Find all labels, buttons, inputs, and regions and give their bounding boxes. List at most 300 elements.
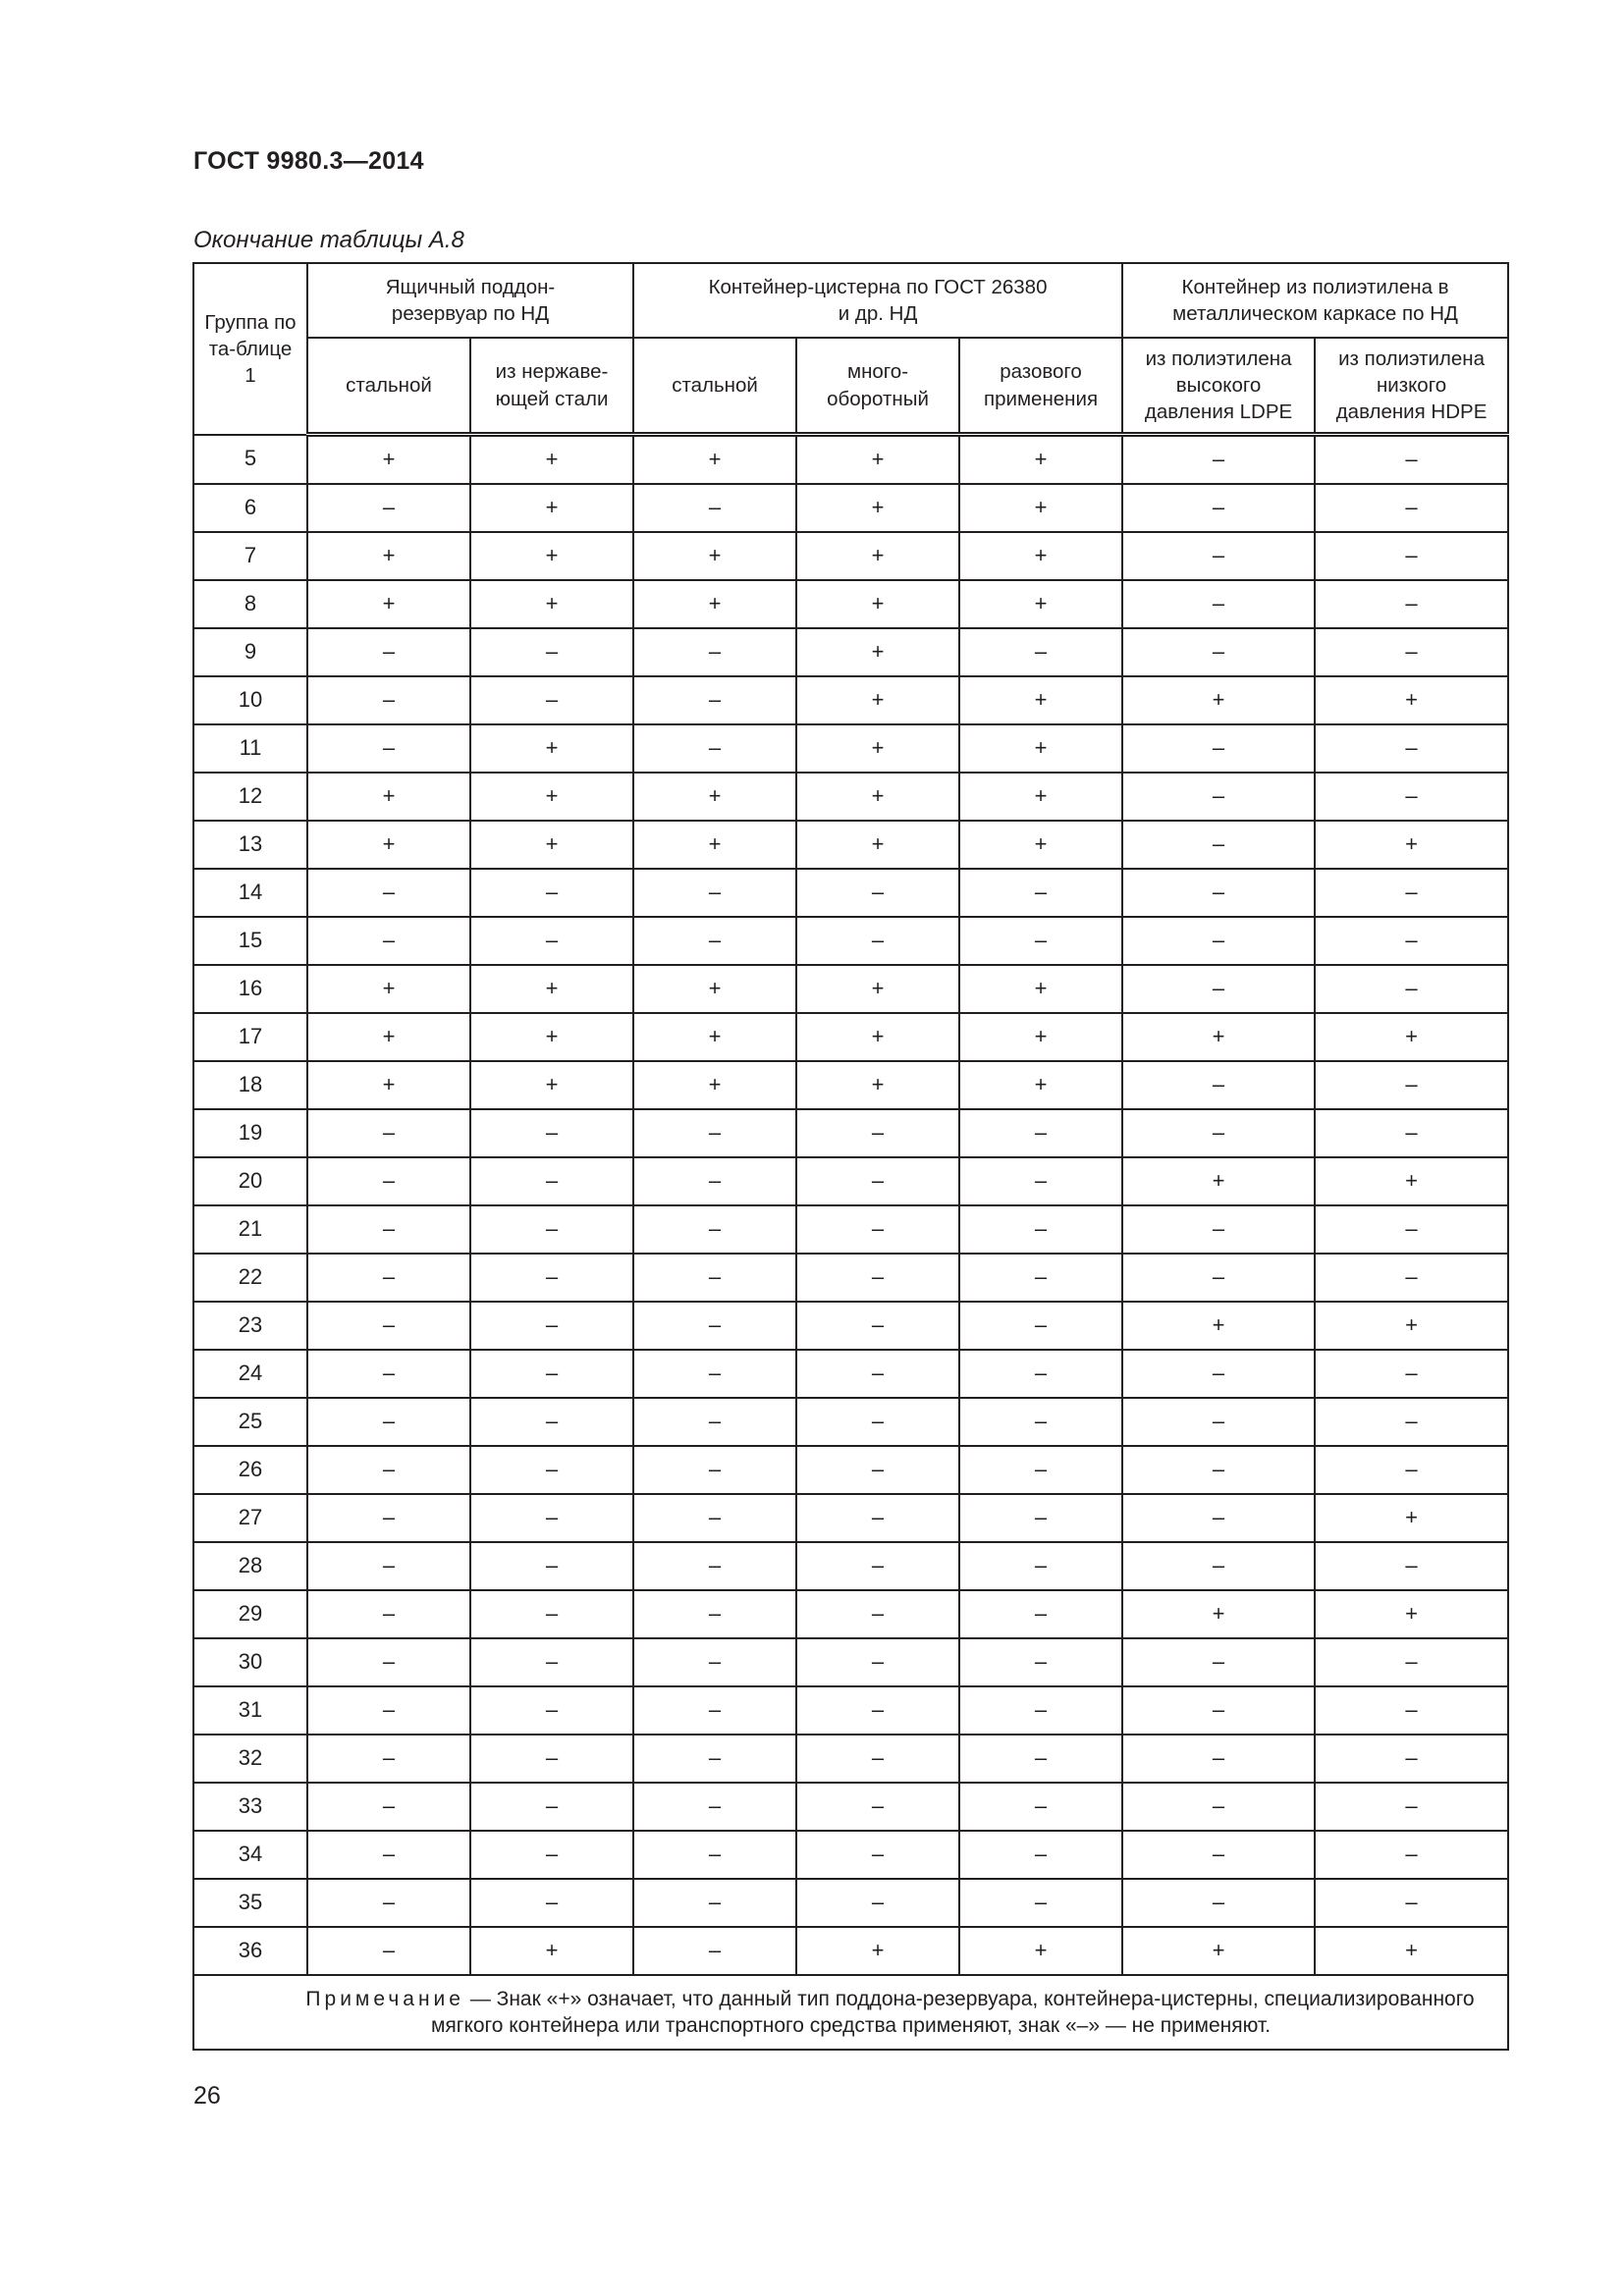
applicability-cell: – — [470, 1879, 633, 1927]
applicability-cell: – — [307, 1494, 470, 1542]
applicability-cell: + — [307, 1061, 470, 1109]
table-row — [193, 724, 1508, 773]
header-row-subcolumns — [193, 338, 1508, 435]
group-number-cell: 17 — [193, 1013, 307, 1061]
table-body — [193, 435, 1508, 1976]
applicability-cell: – — [959, 1638, 1122, 1686]
compatibility-table — [192, 262, 1509, 2051]
applicability-cell: – — [307, 1109, 470, 1157]
note-label: Примечание — [305, 1987, 464, 2010]
applicability-cell: – — [959, 1831, 1122, 1879]
table-row — [193, 1061, 1508, 1109]
applicability-cell: + — [796, 628, 959, 676]
applicability-cell: – — [959, 1254, 1122, 1302]
subcol-header-stainless: из нержаве-ющей стали — [470, 338, 633, 435]
applicability-cell: + — [959, 676, 1122, 724]
applicability-cell: + — [633, 435, 796, 485]
group-number-cell: 14 — [193, 869, 307, 917]
table-row — [193, 1446, 1508, 1494]
applicability-cell: – — [633, 1638, 796, 1686]
applicability-cell: + — [470, 435, 633, 485]
applicability-cell: – — [959, 1735, 1122, 1783]
applicability-cell: – — [1315, 1205, 1508, 1254]
applicability-cell: – — [959, 1350, 1122, 1398]
applicability-cell: – — [1122, 869, 1315, 917]
applicability-cell: + — [307, 435, 470, 485]
applicability-cell: + — [796, 724, 959, 773]
group-number-cell: 12 — [193, 773, 307, 821]
applicability-cell: – — [796, 1350, 959, 1398]
applicability-cell: – — [470, 1254, 633, 1302]
applicability-cell: – — [633, 484, 796, 532]
applicability-cell: – — [633, 1879, 796, 1927]
applicability-cell: + — [796, 435, 959, 485]
applicability-cell: + — [959, 532, 1122, 580]
applicability-cell: + — [959, 1013, 1122, 1061]
applicability-cell: + — [1122, 1013, 1315, 1061]
applicability-cell: – — [633, 1205, 796, 1254]
col-group-box-pallet: Ящичный поддон-резервуар по НД — [307, 263, 633, 338]
applicability-cell: – — [470, 917, 633, 965]
applicability-cell: – — [959, 869, 1122, 917]
applicability-cell: – — [633, 1927, 796, 1975]
table-row — [193, 1735, 1508, 1783]
applicability-cell: – — [1315, 1783, 1508, 1831]
applicability-cell: – — [959, 1446, 1122, 1494]
applicability-cell: – — [633, 676, 796, 724]
applicability-cell: – — [1315, 1831, 1508, 1879]
applicability-cell: + — [1122, 1927, 1315, 1975]
applicability-cell: + — [470, 484, 633, 532]
applicability-cell: – — [470, 676, 633, 724]
table-row — [193, 1013, 1508, 1061]
applicability-cell: – — [307, 724, 470, 773]
applicability-cell: – — [1122, 1879, 1315, 1927]
applicability-cell: + — [959, 1061, 1122, 1109]
table-foot — [193, 1975, 1508, 2050]
group-number-cell: 25 — [193, 1398, 307, 1446]
applicability-cell: – — [959, 917, 1122, 965]
applicability-cell: – — [307, 1205, 470, 1254]
applicability-cell: – — [633, 1735, 796, 1783]
applicability-cell: – — [796, 1398, 959, 1446]
applicability-cell: – — [1122, 580, 1315, 628]
applicability-cell: – — [796, 1879, 959, 1927]
table-row — [193, 821, 1508, 869]
applicability-cell: – — [959, 1590, 1122, 1638]
applicability-cell: – — [633, 724, 796, 773]
applicability-cell: – — [959, 1302, 1122, 1350]
applicability-cell: – — [1315, 869, 1508, 917]
applicability-cell: – — [633, 1542, 796, 1590]
applicability-cell: – — [470, 1494, 633, 1542]
applicability-cell: + — [470, 1061, 633, 1109]
applicability-cell: + — [307, 580, 470, 628]
group-number-cell: 28 — [193, 1542, 307, 1590]
applicability-cell: – — [959, 1879, 1122, 1927]
applicability-cell: – — [1122, 1638, 1315, 1686]
table-head — [193, 263, 1508, 435]
applicability-cell: + — [633, 532, 796, 580]
group-number-cell: 22 — [193, 1254, 307, 1302]
applicability-cell: – — [796, 1302, 959, 1350]
applicability-cell: + — [796, 965, 959, 1013]
applicability-cell: – — [470, 1831, 633, 1879]
applicability-cell: + — [470, 532, 633, 580]
applicability-cell: – — [633, 1254, 796, 1302]
applicability-cell: – — [796, 1446, 959, 1494]
group-number-cell: 15 — [193, 917, 307, 965]
applicability-cell: + — [1315, 1494, 1508, 1542]
applicability-cell: – — [1315, 435, 1508, 485]
group-number-cell: 9 — [193, 628, 307, 676]
table-row — [193, 1350, 1508, 1398]
applicability-cell: – — [307, 869, 470, 917]
applicability-cell: – — [1315, 1542, 1508, 1590]
applicability-cell: – — [796, 1686, 959, 1735]
group-number-cell: 6 — [193, 484, 307, 532]
applicability-cell: – — [1315, 484, 1508, 532]
applicability-cell: + — [1315, 1302, 1508, 1350]
applicability-cell: – — [796, 1590, 959, 1638]
subcol-header-ldpe: из полиэтилена высокого давления LDPE — [1122, 338, 1315, 435]
applicability-cell: + — [633, 1061, 796, 1109]
applicability-cell: + — [959, 435, 1122, 485]
group-number-cell: 11 — [193, 724, 307, 773]
table-row — [193, 1831, 1508, 1879]
col-group-polyethylene-container: Контейнер из полиэтилена в металлическом каркасе по НД — [1122, 263, 1508, 338]
applicability-cell: – — [307, 1879, 470, 1927]
table-row — [193, 676, 1508, 724]
applicability-cell: – — [1122, 1398, 1315, 1446]
group-number-cell: 23 — [193, 1302, 307, 1350]
group-number-cell: 35 — [193, 1879, 307, 1927]
applicability-cell: – — [1122, 1542, 1315, 1590]
table-row — [193, 1638, 1508, 1686]
applicability-cell: – — [307, 676, 470, 724]
applicability-cell: – — [307, 1735, 470, 1783]
applicability-cell: + — [959, 1927, 1122, 1975]
group-number-cell: 24 — [193, 1350, 307, 1398]
document-id: ГОСТ 9980.3—2014 — [193, 147, 424, 175]
applicability-cell: – — [307, 1446, 470, 1494]
table-container — [192, 262, 1507, 2051]
subcol-header-reusable: много-оборотный — [796, 338, 959, 435]
applicability-cell: + — [307, 532, 470, 580]
applicability-cell: – — [1315, 1638, 1508, 1686]
applicability-cell: – — [633, 1350, 796, 1398]
applicability-cell: – — [1122, 1735, 1315, 1783]
applicability-cell: – — [1122, 724, 1315, 773]
applicability-cell: – — [1315, 1879, 1508, 1927]
applicability-cell: – — [1122, 435, 1315, 485]
group-number-cell: 18 — [193, 1061, 307, 1109]
group-number-cell: 32 — [193, 1735, 307, 1783]
group-number-cell: 30 — [193, 1638, 307, 1686]
applicability-cell: + — [796, 1061, 959, 1109]
applicability-cell: – — [796, 1254, 959, 1302]
col-group-tank-container: Контейнер-цистерна по ГОСТ 26380 и др. НД — [633, 263, 1122, 338]
applicability-cell: – — [470, 1350, 633, 1398]
applicability-cell: – — [959, 1109, 1122, 1157]
applicability-cell: – — [1315, 580, 1508, 628]
applicability-cell: + — [959, 724, 1122, 773]
group-column-header: Группа по та-блице 1 — [193, 263, 307, 435]
applicability-cell: + — [959, 773, 1122, 821]
group-number-cell: 13 — [193, 821, 307, 869]
header-row-groups — [193, 263, 1508, 338]
applicability-cell: – — [633, 1686, 796, 1735]
applicability-cell: – — [959, 1398, 1122, 1446]
applicability-cell: – — [796, 1735, 959, 1783]
applicability-cell: – — [470, 1783, 633, 1831]
group-number-cell: 31 — [193, 1686, 307, 1735]
applicability-cell: – — [470, 869, 633, 917]
applicability-cell: + — [633, 965, 796, 1013]
applicability-cell: – — [470, 1109, 633, 1157]
table-row — [193, 1109, 1508, 1157]
applicability-cell: + — [959, 965, 1122, 1013]
table-row — [193, 532, 1508, 580]
table-row — [193, 1494, 1508, 1542]
applicability-cell: – — [307, 917, 470, 965]
applicability-cell: – — [470, 1686, 633, 1735]
applicability-cell: – — [633, 1590, 796, 1638]
applicability-cell: – — [1122, 1686, 1315, 1735]
applicability-cell: – — [633, 1494, 796, 1542]
table-row — [193, 1157, 1508, 1205]
applicability-cell: + — [633, 1013, 796, 1061]
applicability-cell: – — [1122, 1350, 1315, 1398]
applicability-cell: – — [796, 1831, 959, 1879]
applicability-cell: – — [1315, 724, 1508, 773]
applicability-cell: + — [633, 580, 796, 628]
applicability-cell: – — [1122, 1831, 1315, 1879]
applicability-cell: – — [1122, 821, 1315, 869]
subcol-header-steel-2: стальной — [633, 338, 796, 435]
applicability-cell: + — [1122, 1157, 1315, 1205]
applicability-cell: – — [633, 1302, 796, 1350]
applicability-cell: + — [633, 821, 796, 869]
applicability-cell: – — [470, 1638, 633, 1686]
applicability-cell: – — [1122, 1109, 1315, 1157]
applicability-cell: – — [796, 1542, 959, 1590]
applicability-cell: + — [470, 965, 633, 1013]
table-row — [193, 1205, 1508, 1254]
applicability-cell: – — [959, 1494, 1122, 1542]
table-row — [193, 1542, 1508, 1590]
table-row — [193, 1590, 1508, 1638]
applicability-cell: – — [1315, 1446, 1508, 1494]
page-number: 26 — [193, 2082, 221, 2109]
applicability-cell: + — [307, 773, 470, 821]
applicability-cell: + — [307, 821, 470, 869]
table-row — [193, 917, 1508, 965]
note-row — [193, 1975, 1508, 2050]
applicability-cell: + — [796, 773, 959, 821]
applicability-cell: – — [307, 1254, 470, 1302]
applicability-cell: – — [1122, 1061, 1315, 1109]
applicability-cell: – — [633, 917, 796, 965]
applicability-cell: – — [959, 1542, 1122, 1590]
applicability-cell: + — [470, 773, 633, 821]
group-number-cell: 33 — [193, 1783, 307, 1831]
applicability-cell: + — [796, 1013, 959, 1061]
applicability-cell: – — [307, 628, 470, 676]
applicability-cell: – — [307, 1542, 470, 1590]
table-caption: Окончание таблицы А.8 — [193, 227, 464, 253]
applicability-cell: – — [470, 1542, 633, 1590]
applicability-cell: – — [796, 1783, 959, 1831]
table-row — [193, 773, 1508, 821]
applicability-cell: – — [633, 628, 796, 676]
table-row — [193, 965, 1508, 1013]
applicability-cell: – — [1122, 917, 1315, 965]
applicability-cell: + — [1122, 1302, 1315, 1350]
group-number-cell: 21 — [193, 1205, 307, 1254]
applicability-cell: – — [470, 1157, 633, 1205]
table-row — [193, 1302, 1508, 1350]
applicability-cell: – — [1122, 532, 1315, 580]
applicability-cell: + — [1315, 1013, 1508, 1061]
applicability-cell: + — [796, 580, 959, 628]
applicability-cell: – — [307, 1350, 470, 1398]
applicability-cell: – — [633, 1831, 796, 1879]
applicability-cell: – — [1122, 1783, 1315, 1831]
applicability-cell: – — [307, 1927, 470, 1975]
applicability-cell: – — [1122, 1446, 1315, 1494]
applicability-cell: – — [307, 1302, 470, 1350]
note-text: — Знак «+» означает, что данный тип поддона-резервуара, контейнера-цистерны, специализированного мягкого контейнера или транспортного средства применяют, знак «–» — не применяют. — [430, 1987, 1475, 2037]
applicability-cell: + — [796, 676, 959, 724]
applicability-cell: – — [1122, 484, 1315, 532]
applicability-cell: – — [1315, 917, 1508, 965]
applicability-cell: + — [1315, 676, 1508, 724]
applicability-cell: – — [633, 1398, 796, 1446]
applicability-cell: + — [796, 821, 959, 869]
applicability-cell: + — [959, 821, 1122, 869]
group-number-cell: 8 — [193, 580, 307, 628]
applicability-cell: + — [470, 1927, 633, 1975]
group-number-cell: 5 — [193, 435, 307, 485]
applicability-cell: – — [1315, 1350, 1508, 1398]
applicability-cell: – — [1315, 1109, 1508, 1157]
applicability-cell: + — [796, 484, 959, 532]
applicability-cell: – — [796, 1205, 959, 1254]
applicability-cell: – — [959, 628, 1122, 676]
applicability-cell: – — [796, 1494, 959, 1542]
applicability-cell: – — [959, 1205, 1122, 1254]
table-row — [193, 628, 1508, 676]
applicability-cell: – — [796, 869, 959, 917]
group-number-cell: 7 — [193, 532, 307, 580]
applicability-cell: + — [470, 821, 633, 869]
applicability-cell: + — [1122, 676, 1315, 724]
applicability-cell: + — [470, 1013, 633, 1061]
table-row — [193, 580, 1508, 628]
applicability-cell: + — [959, 484, 1122, 532]
subcol-header-single-use: разового применения — [959, 338, 1122, 435]
subcol-header-hdpe: из полиэтилена низкого давления HDPE — [1315, 338, 1508, 435]
applicability-cell: – — [1315, 1398, 1508, 1446]
group-number-cell: 27 — [193, 1494, 307, 1542]
table-row — [193, 1783, 1508, 1831]
applicability-cell: – — [1315, 1254, 1508, 1302]
table-row — [193, 869, 1508, 917]
table-row — [193, 435, 1508, 485]
applicability-cell: + — [1315, 1927, 1508, 1975]
applicability-cell: + — [307, 1013, 470, 1061]
applicability-cell: – — [1122, 1494, 1315, 1542]
table-row — [193, 484, 1508, 532]
applicability-cell: – — [307, 1157, 470, 1205]
applicability-cell: – — [1122, 628, 1315, 676]
applicability-cell: – — [470, 1735, 633, 1783]
applicability-cell: – — [959, 1157, 1122, 1205]
applicability-cell: – — [470, 1446, 633, 1494]
applicability-cell: – — [633, 1109, 796, 1157]
table-row — [193, 1879, 1508, 1927]
group-number-cell: 29 — [193, 1590, 307, 1638]
applicability-cell: – — [470, 628, 633, 676]
applicability-cell: – — [1315, 1061, 1508, 1109]
applicability-cell: – — [470, 1590, 633, 1638]
applicability-cell: + — [470, 580, 633, 628]
applicability-cell: + — [796, 1927, 959, 1975]
applicability-cell: – — [796, 917, 959, 965]
applicability-cell: – — [1122, 1254, 1315, 1302]
applicability-cell: – — [1122, 965, 1315, 1013]
group-number-cell: 34 — [193, 1831, 307, 1879]
applicability-cell: + — [959, 580, 1122, 628]
applicability-cell: + — [1315, 1590, 1508, 1638]
applicability-cell: – — [307, 1590, 470, 1638]
applicability-cell: – — [470, 1398, 633, 1446]
applicability-cell: – — [470, 1205, 633, 1254]
group-number-cell: 36 — [193, 1927, 307, 1975]
applicability-cell: – — [1315, 1686, 1508, 1735]
applicability-cell: – — [307, 484, 470, 532]
applicability-cell: – — [1315, 1735, 1508, 1783]
applicability-cell: – — [796, 1109, 959, 1157]
applicability-cell: + — [633, 773, 796, 821]
table-row — [193, 1254, 1508, 1302]
applicability-cell: – — [796, 1157, 959, 1205]
group-number-cell: 26 — [193, 1446, 307, 1494]
applicability-cell: + — [796, 532, 959, 580]
table-note — [193, 1975, 1508, 2050]
table-row — [193, 1927, 1508, 1975]
subcol-header-steel-1: стальной — [307, 338, 470, 435]
applicability-cell: – — [633, 1783, 796, 1831]
applicability-cell: – — [796, 1638, 959, 1686]
applicability-cell: – — [633, 869, 796, 917]
applicability-cell: + — [1122, 1590, 1315, 1638]
applicability-cell: – — [1122, 773, 1315, 821]
applicability-cell: – — [1315, 773, 1508, 821]
applicability-cell: + — [307, 965, 470, 1013]
applicability-cell: + — [1315, 821, 1508, 869]
applicability-cell: – — [1315, 532, 1508, 580]
applicability-cell: + — [470, 724, 633, 773]
applicability-cell: – — [1122, 1205, 1315, 1254]
applicability-cell: – — [1315, 965, 1508, 1013]
table-row — [193, 1686, 1508, 1735]
applicability-cell: – — [959, 1783, 1122, 1831]
applicability-cell: – — [307, 1686, 470, 1735]
applicability-cell: – — [470, 1302, 633, 1350]
group-number-cell: 16 — [193, 965, 307, 1013]
